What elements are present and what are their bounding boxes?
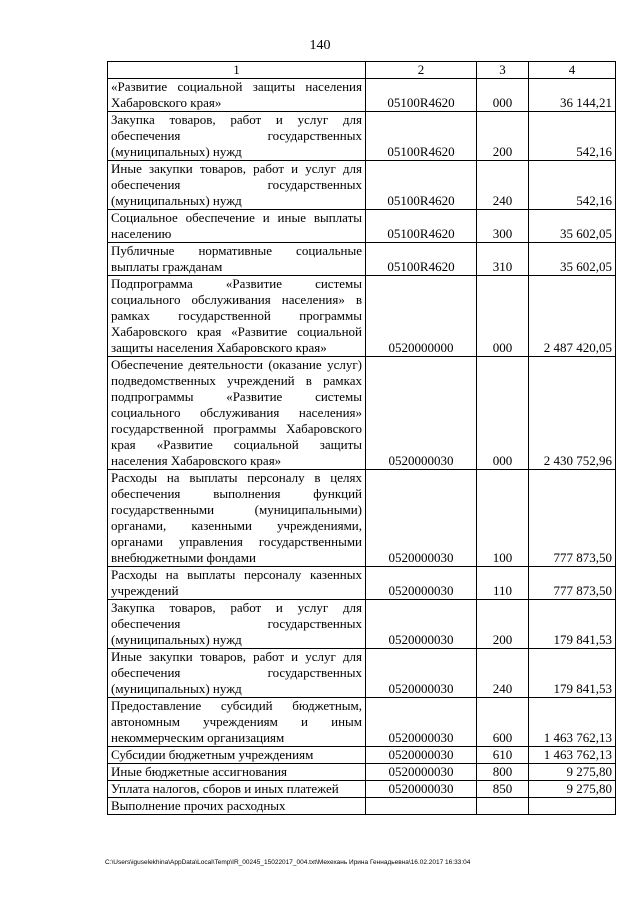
expense-type-code: 200 [477,112,529,161]
table-row [108,649,616,698]
row-description: Закупка товаров, работ и услуг для обеспечения государственных (муниципальных) нужд [108,112,366,161]
target-code: 0520000030 [366,747,477,764]
target-code: 0520000030 [366,698,477,747]
table-row [108,210,616,243]
expense-type-code: 200 [477,600,529,649]
table-row [108,567,616,600]
row-description: Расходы на выплаты персоналу казенных учреждений [108,567,366,600]
table-row [108,698,616,747]
expense-type-code: 600 [477,698,529,747]
table-header-row [108,62,616,79]
target-code: 0520000030 [366,357,477,470]
amount: 1 463 762,13 [529,698,616,747]
amount: 9 275,80 [529,764,616,781]
expense-type-code: 240 [477,649,529,698]
amount: 1 463 762,13 [529,747,616,764]
column-header: 3 [477,62,529,79]
amount: 35 602,05 [529,243,616,276]
row-description: Иные бюджетные ассигнования [108,764,366,781]
target-code: 0520000030 [366,764,477,781]
target-code: 05100R4620 [366,112,477,161]
row-description: Закупка товаров, работ и услуг для обеспечения государственных (муниципальных) нужд [108,600,366,649]
amount [529,798,616,815]
amount: 777 873,50 [529,567,616,600]
amount: 179 841,53 [529,649,616,698]
table-row [108,357,616,470]
table-row [108,243,616,276]
expense-type-code: 110 [477,567,529,600]
row-description: Расходы на выплаты персоналу в целях обеспечения выполнения функций государственными (муниципальными) органами, казенными учреждениями, органами управления государственными внебюджетными фондами [108,470,366,567]
row-description: «Развитие социальной защиты населения Хабаровского края» [108,79,366,112]
amount: 542,16 [529,161,616,210]
table-row [108,764,616,781]
table-row [108,276,616,357]
amount: 9 275,80 [529,781,616,798]
table-row [108,112,616,161]
target-code: 0520000030 [366,600,477,649]
target-code: 0520000030 [366,470,477,567]
amount: 36 144,21 [529,79,616,112]
amount: 542,16 [529,112,616,161]
column-header: 4 [529,62,616,79]
target-code: 05100R4620 [366,243,477,276]
expense-type-code: 000 [477,276,529,357]
expense-type-code: 240 [477,161,529,210]
page-number: 140 [309,38,331,53]
row-description: Иные закупки товаров, работ и услуг для обеспечения государственных (муниципальных) нужд [108,161,366,210]
target-code: 0520000030 [366,567,477,600]
row-description: Субсидии бюджетным учреждениям [108,747,366,764]
row-description: Выполнение прочих расходных [108,798,366,815]
row-description: Публичные нормативные социальные выплаты гражданам [108,243,366,276]
table-row [108,781,616,798]
amount: 777 873,50 [529,470,616,567]
row-description: Подпрограмма «Развитие системы социального обслуживания населения» в рамках государственной программы Хабаровского края «Развитие социальной защиты населения Хабаровского края» [108,276,366,357]
amount: 35 602,05 [529,210,616,243]
target-code: 0520000030 [366,781,477,798]
expense-type-code: 850 [477,781,529,798]
table-row [108,600,616,649]
row-description: Социальное обеспечение и иные выплаты населению [108,210,366,243]
expense-type-code: 800 [477,764,529,781]
table-row [108,798,616,815]
expense-type-code: 310 [477,243,529,276]
amount: 2 430 752,96 [529,357,616,470]
column-header: 2 [366,62,477,79]
expense-type-code: 610 [477,747,529,764]
target-code [366,798,477,815]
amount: 179 841,53 [529,600,616,649]
target-code: 05100R4620 [366,210,477,243]
expense-type-code [477,798,529,815]
table-row [108,161,616,210]
row-description: Обеспечение деятельности (оказание услуг) подведомственных учреждений в рамках подпрограммы «Развитие системы социального обслуживания населения» государственной программы Хабаровского края «Развитие социальной защиты населения Хабаровского края» [108,357,366,470]
target-code: 05100R4620 [366,161,477,210]
table-row [108,79,616,112]
row-description: Уплата налогов, сборов и иных платежей [108,781,366,798]
table-row [108,470,616,567]
column-header: 1 [108,62,366,79]
target-code: 0520000000 [366,276,477,357]
budget-table [107,61,616,815]
expense-type-code: 100 [477,470,529,567]
expense-type-code: 000 [477,357,529,470]
expense-type-code: 000 [477,79,529,112]
row-description: Иные закупки товаров, работ и услуг для обеспечения государственных (муниципальных) нужд [108,649,366,698]
file-path-footer: C:\Users\iguselekhina\AppData\Local\Temp\IR_00245_15022017_004.txt\Мехехань Ирина Геннадьевна\16.02.2017 16:33:04 [105,859,471,866]
target-code: 05100R4620 [366,79,477,112]
row-description: Предоставление субсидий бюджетным, автономным учреждениям и иным некоммерческим организациям [108,698,366,747]
target-code: 0520000030 [366,649,477,698]
amount: 2 487 420,05 [529,276,616,357]
table-row [108,747,616,764]
expense-type-code: 300 [477,210,529,243]
